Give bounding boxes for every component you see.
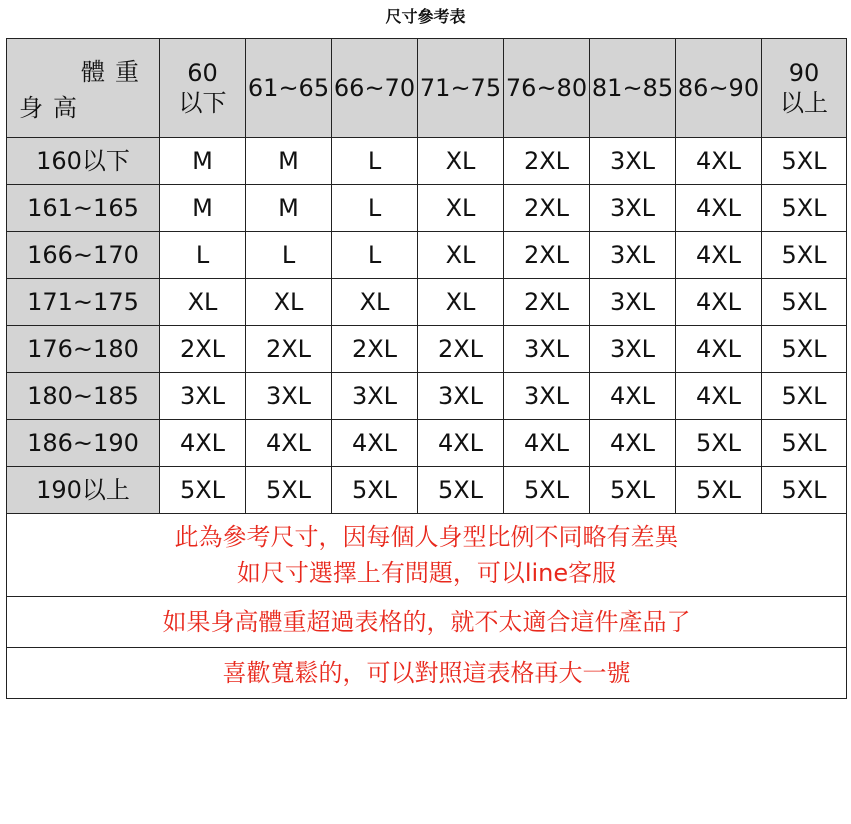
size-cell: 5XL: [762, 326, 847, 373]
size-cell: 2XL: [418, 326, 504, 373]
size-cell: L: [332, 232, 418, 279]
size-cell: 2XL: [160, 326, 246, 373]
height-row-header: 176~180: [7, 326, 160, 373]
weight-header-text: 60: [187, 59, 218, 87]
note-text: 如尺寸選擇上有問題，可以line客服: [236, 559, 617, 587]
size-cell: M: [246, 138, 332, 185]
size-cell: 4XL: [590, 420, 676, 467]
size-cell: 5XL: [676, 420, 762, 467]
size-cell: L: [246, 232, 332, 279]
size-cell: 4XL: [504, 420, 590, 467]
weight-column-header: [332, 39, 418, 138]
size-cell: M: [160, 185, 246, 232]
weight-column-header: [762, 39, 847, 138]
size-chart-body: [7, 39, 847, 699]
height-row-header: 166~170: [7, 232, 160, 279]
height-row-header: 171~175: [7, 279, 160, 326]
table-row: [7, 279, 847, 326]
size-cell: 5XL: [762, 373, 847, 420]
weight-header-text: 76~80: [505, 74, 588, 102]
size-cell: 2XL: [504, 279, 590, 326]
note-cell: [7, 597, 847, 648]
size-cell: 5XL: [762, 138, 847, 185]
size-cell: L: [332, 185, 418, 232]
size-cell: 5XL: [590, 467, 676, 514]
note-text: 如果身高體重超過表格的，就不太適合這件產品了: [162, 608, 691, 636]
size-cell: 3XL: [590, 279, 676, 326]
size-cell: 5XL: [762, 279, 847, 326]
size-cell: 5XL: [762, 232, 847, 279]
table-row: [7, 467, 847, 514]
size-cell: 2XL: [504, 232, 590, 279]
size-cell: XL: [418, 279, 504, 326]
size-cell: 5XL: [332, 467, 418, 514]
size-cell: 3XL: [332, 373, 418, 420]
size-cell: 3XL: [504, 326, 590, 373]
size-cell: 5XL: [160, 467, 246, 514]
size-cell: 2XL: [504, 138, 590, 185]
size-cell: XL: [418, 185, 504, 232]
size-cell: 4XL: [160, 420, 246, 467]
size-cell: 3XL: [160, 373, 246, 420]
size-cell: 4XL: [676, 232, 762, 279]
size-cell: XL: [418, 232, 504, 279]
size-cell: 2XL: [504, 185, 590, 232]
corner-height-label: 身高: [19, 94, 87, 122]
weight-header-text: 61~65: [247, 74, 330, 102]
size-cell: 4XL: [590, 373, 676, 420]
size-cell: XL: [418, 138, 504, 185]
size-cell: 4XL: [676, 138, 762, 185]
height-row-header: 180~185: [7, 373, 160, 420]
size-cell: M: [160, 138, 246, 185]
size-cell: 5XL: [418, 467, 504, 514]
size-cell: 5XL: [504, 467, 590, 514]
size-cell: XL: [160, 279, 246, 326]
weight-header-text: 86~90: [677, 74, 760, 102]
size-cell: 3XL: [590, 232, 676, 279]
table-row: [7, 232, 847, 279]
size-cell: 4XL: [332, 420, 418, 467]
size-chart-table: [6, 38, 847, 699]
size-cell: 4XL: [676, 373, 762, 420]
page-title: 尺寸參考表: [385, 7, 466, 26]
weight-header-text: 以下: [178, 89, 227, 117]
note-row: [7, 597, 847, 648]
weight-header-text: 以上: [780, 89, 828, 117]
header-row: [7, 39, 847, 138]
weight-column-header: [160, 39, 246, 138]
size-cell: 3XL: [418, 373, 504, 420]
size-cell: 3XL: [590, 326, 676, 373]
table-row: [7, 420, 847, 467]
size-cell: 4XL: [676, 279, 762, 326]
size-cell: 5XL: [762, 420, 847, 467]
weight-header-text: 90: [788, 59, 820, 87]
table-row: [7, 185, 847, 232]
size-cell: XL: [332, 279, 418, 326]
size-cell: XL: [246, 279, 332, 326]
corner-cell: [7, 39, 160, 138]
weight-column-header: [504, 39, 590, 138]
size-cell: 5XL: [676, 467, 762, 514]
size-cell: 4XL: [246, 420, 332, 467]
note-text: 此為參考尺寸，因每個人身型比例不同略有差異: [174, 523, 679, 551]
height-row-header: 186~190: [7, 420, 160, 467]
size-cell: 4XL: [676, 185, 762, 232]
note-cell: [7, 648, 847, 699]
size-cell: 2XL: [246, 326, 332, 373]
note-row: [7, 514, 847, 597]
height-row-header: 160以下: [7, 138, 160, 185]
size-cell: 5XL: [762, 185, 847, 232]
table-row: [7, 326, 847, 373]
size-cell: 5XL: [762, 467, 847, 514]
weight-header-text: 66~70: [333, 74, 416, 102]
weight-column-header: [246, 39, 332, 138]
size-cell: L: [160, 232, 246, 279]
weight-column-header: [418, 39, 504, 138]
table-row: [7, 373, 847, 420]
height-row-header: 161~165: [7, 185, 160, 232]
size-cell: L: [332, 138, 418, 185]
size-cell: 3XL: [246, 373, 332, 420]
table-row: [7, 138, 847, 185]
size-cell: 4XL: [676, 326, 762, 373]
size-cell: M: [246, 185, 332, 232]
note-row: [7, 648, 847, 699]
weight-column-header: [590, 39, 676, 138]
weight-header-text: 71~75: [419, 74, 502, 102]
weight-header-text: 81~85: [591, 74, 674, 102]
size-cell: 3XL: [590, 185, 676, 232]
size-cell: 2XL: [332, 326, 418, 373]
size-cell: 3XL: [504, 373, 590, 420]
size-cell: 5XL: [246, 467, 332, 514]
note-text: 喜歡寬鬆的，可以對照這表格再大一號: [222, 659, 631, 687]
note-cell: [7, 514, 847, 597]
height-row-header: 190以上: [7, 467, 160, 514]
size-cell: 4XL: [418, 420, 504, 467]
corner-weight-label: 體重: [81, 58, 149, 86]
weight-column-header: [676, 39, 762, 138]
size-cell: 3XL: [590, 138, 676, 185]
